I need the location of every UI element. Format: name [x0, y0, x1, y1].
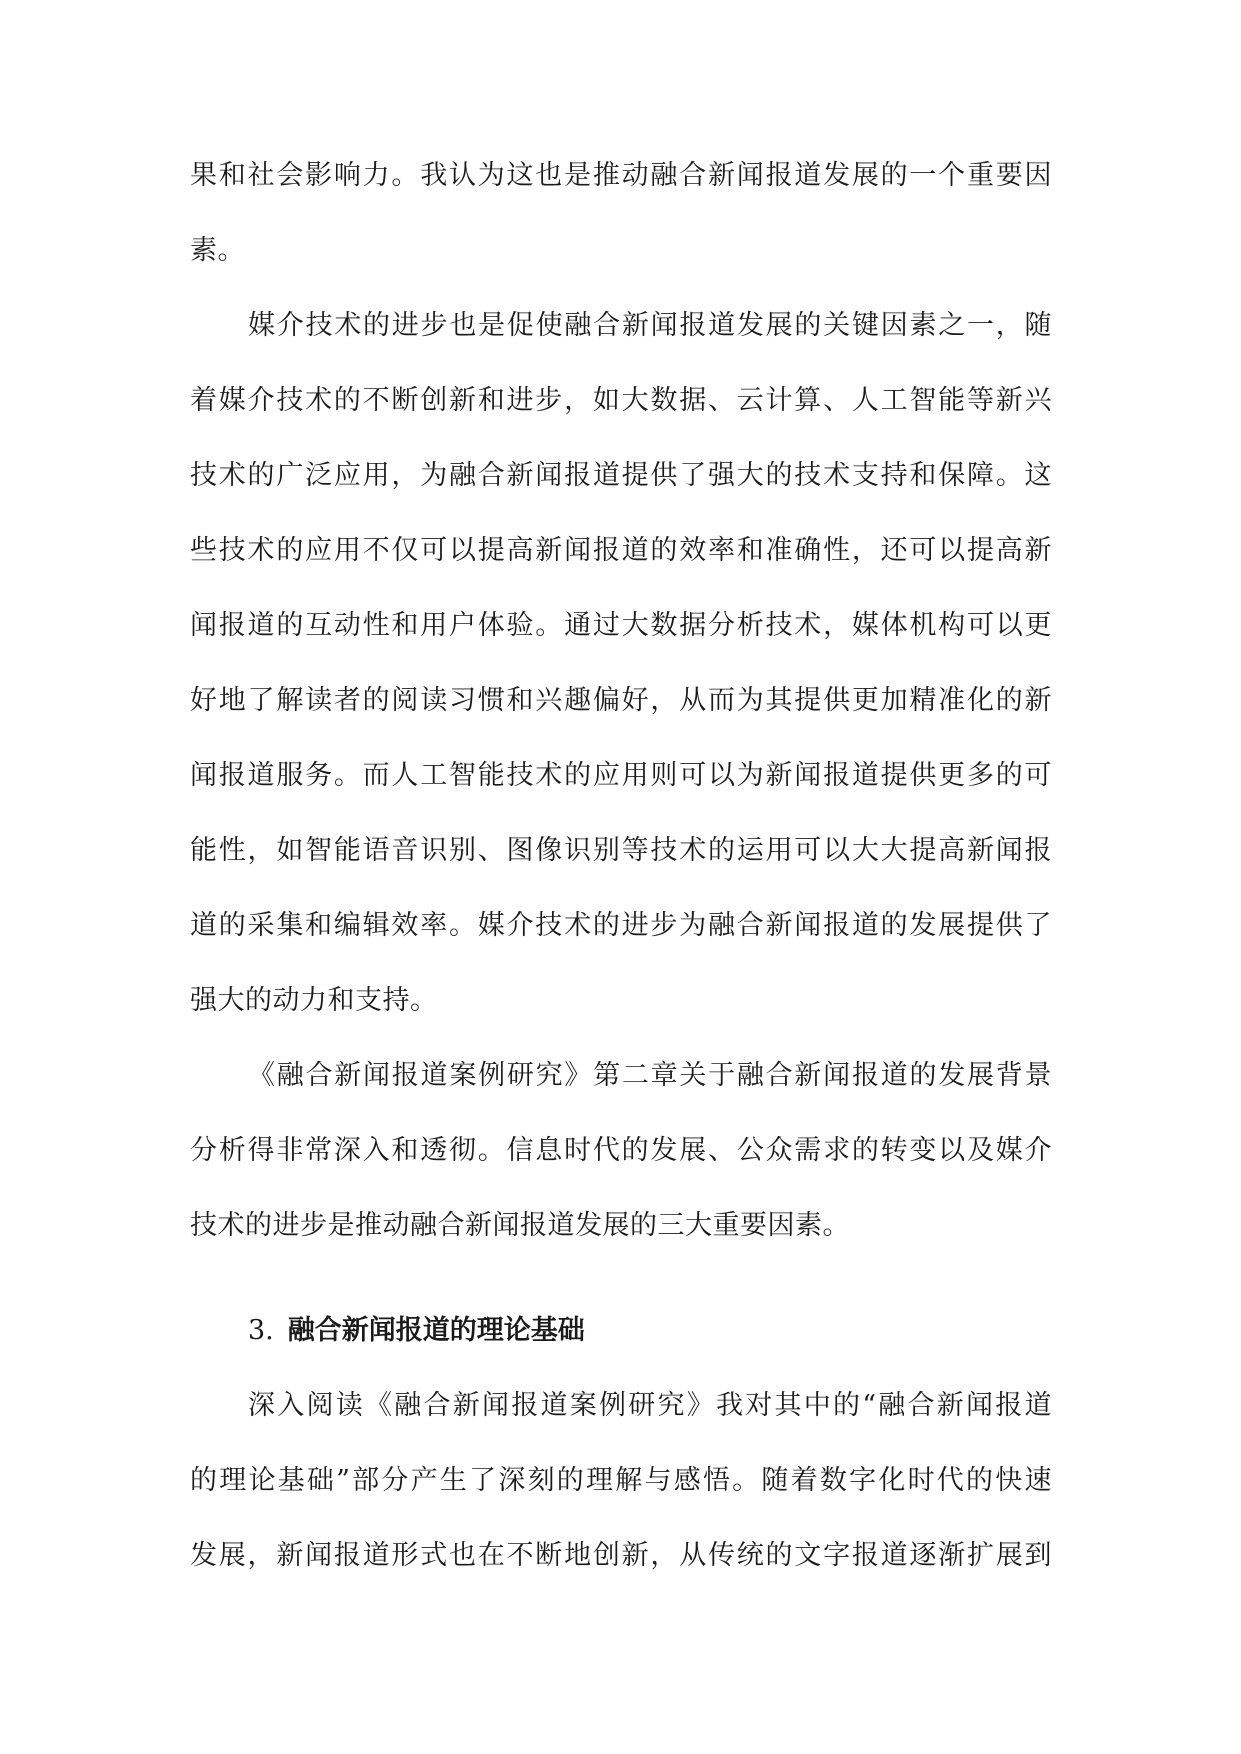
paragraph-1	[190, 138, 1052, 288]
text-line: 媒介技术的进步也是促使融合新闻报道发展的关键因素之一，随	[248, 310, 1052, 341]
text-line: 《融合新闻报道案例研究》第二章关于融合新闻报道的发展背景	[248, 1060, 1052, 1091]
text-line: 果和社会影响力。我认为这也是推动融合新闻报道发展的一个重要因	[190, 160, 1052, 191]
text-line: 技术的进步是推动融合新闻报道发展的三大重要因素。	[190, 1210, 850, 1241]
section-spacer	[190, 1263, 1052, 1293]
text-line: 技术的广泛应用，为融合新闻报道提供了强大的技术支持和保障。这	[190, 460, 1052, 491]
text-line: 着媒介技术的不断创新和进步，如大数据、云计算、人工智能等新兴	[190, 385, 1052, 416]
text-line: 分析得非常深入和透彻。信息时代的发展、公众需求的转变以及媒介	[190, 1135, 1052, 1166]
text-line: 道的采集和编辑效率。媒介技术的进步为融合新闻报道的发展提供了	[190, 910, 1052, 941]
text-line: 强大的动力和支持。	[190, 985, 438, 1016]
text-line: 些技术的应用不仅可以提高新闻报道的效率和准确性，还可以提高新	[190, 535, 1052, 566]
text-line: 素。	[190, 235, 245, 266]
paragraph-3	[190, 1038, 1052, 1263]
section-title: 融合新闻报道的理论基础	[287, 1315, 585, 1346]
text-line: 闻报道服务。而人工智能技术的应用则可以为新闻报道提供更多的可	[190, 760, 1052, 791]
section-heading	[190, 1293, 1052, 1368]
document-page	[190, 138, 1052, 1593]
paragraph-2	[190, 288, 1052, 1038]
text-line: 能性，如智能语音识别、图像识别等技术的运用可以大大提高新闻报	[190, 835, 1052, 866]
section-number: 3.	[248, 1315, 274, 1346]
paragraph-4	[190, 1368, 1052, 1593]
text-line: 深入阅读《融合新闻报道案例研究》我对其中的“融合新闻报道	[248, 1390, 1052, 1421]
text-line: 好地了解读者的阅读习惯和兴趣偏好，从而为其提供更加精准化的新	[190, 685, 1052, 716]
text-line: 的理论基础”部分产生了深刻的理解与感悟。随着数字化时代的快速	[190, 1465, 1052, 1496]
text-line: 发展，新闻报道形式也在不断地创新，从传统的文字报道逐渐扩展到	[190, 1540, 1052, 1571]
text-line: 闻报道的互动性和用户体验。通过大数据分析技术，媒体机构可以更	[190, 610, 1052, 641]
